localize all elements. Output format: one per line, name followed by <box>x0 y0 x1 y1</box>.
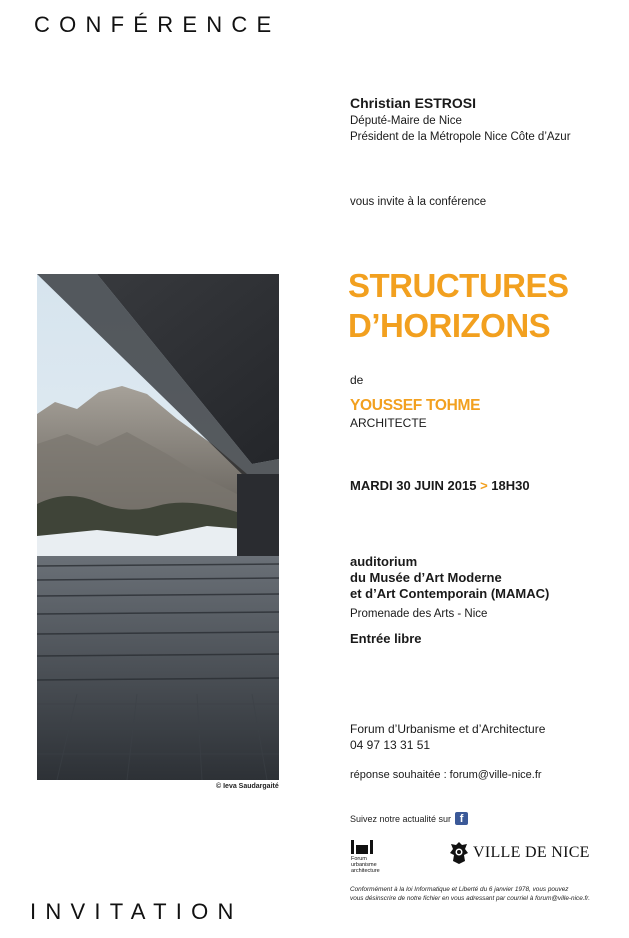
contact-rsvp: réponse souhaitée : forum@ville-nice.fr <box>350 769 542 781</box>
host-role-1: Député-Maire de Nice <box>350 115 462 127</box>
contact-org: Forum d’Urbanisme et d’Architecture <box>350 722 546 736</box>
speaker-name: YOUSSEF TOHME <box>350 397 481 414</box>
forum-logo-line-2: urbanisme <box>351 862 377 868</box>
event-time: 18H30 <box>491 478 530 493</box>
venue-line-1: auditorium <box>350 554 418 569</box>
contact-phone: 04 97 13 31 51 <box>350 738 431 752</box>
footer-title: INVITATION <box>30 899 243 924</box>
entry-text: Entrée libre <box>350 631 422 646</box>
event-day: MARDI 30 JUIN 2015 <box>350 478 477 493</box>
forum-logo <box>351 840 381 876</box>
conference-title-line-1: STRUCTURES <box>348 267 569 304</box>
venue-block <box>350 554 549 602</box>
forum-logo-mark-right <box>370 840 373 854</box>
photo-credit: © Ieva Saudargaité <box>216 783 279 790</box>
social-text: Suivez notre actualité sur <box>350 813 452 824</box>
venue-line-3: et d’Art Contemporain (MAMAC) <box>350 586 550 601</box>
forum-logo-line-3: architecture <box>351 868 380 874</box>
city-name: VILLE DE NICE <box>473 844 590 861</box>
event-date <box>350 478 530 493</box>
ville-de-nice-logo <box>449 841 590 865</box>
legal-line-2: vous désinscrire de notre fichier en vous adressant par courriel à forum@ville-nice.fr. <box>350 894 590 902</box>
social-follow <box>350 812 468 825</box>
legal-line-1: Conformément à la loi Informatique et Liberté du 6 janvier 1978, vous pouvez <box>350 886 569 893</box>
forum-logo-line-1: Forum <box>351 856 367 862</box>
venue-line-2: du Musée d’Art Moderne <box>350 570 502 585</box>
architecture-photo <box>37 274 279 780</box>
speaker-role: ARCHITECTE <box>350 416 427 430</box>
legal-notice <box>350 886 590 903</box>
host-role-2: Président de la Métropole Nice Côte d’Azur <box>350 131 571 143</box>
forum-logo-mark-left <box>351 840 354 854</box>
invite-text: vous invite à la conférence <box>350 196 487 208</box>
de-text: de <box>350 373 364 387</box>
header-title: CONFÉRENCE <box>34 12 281 37</box>
forum-logo-text <box>351 856 380 874</box>
conference-title-line-2: D’HORIZONS <box>348 307 551 344</box>
host-name: Christian ESTROSI <box>350 95 477 111</box>
facebook-icon[interactable]: f <box>455 812 468 825</box>
venue-address: Promenade des Arts - Nice <box>350 608 488 620</box>
forum-logo-mark-block <box>356 845 368 854</box>
date-separator: > <box>480 478 488 493</box>
eagle-crest-icon <box>449 841 469 865</box>
